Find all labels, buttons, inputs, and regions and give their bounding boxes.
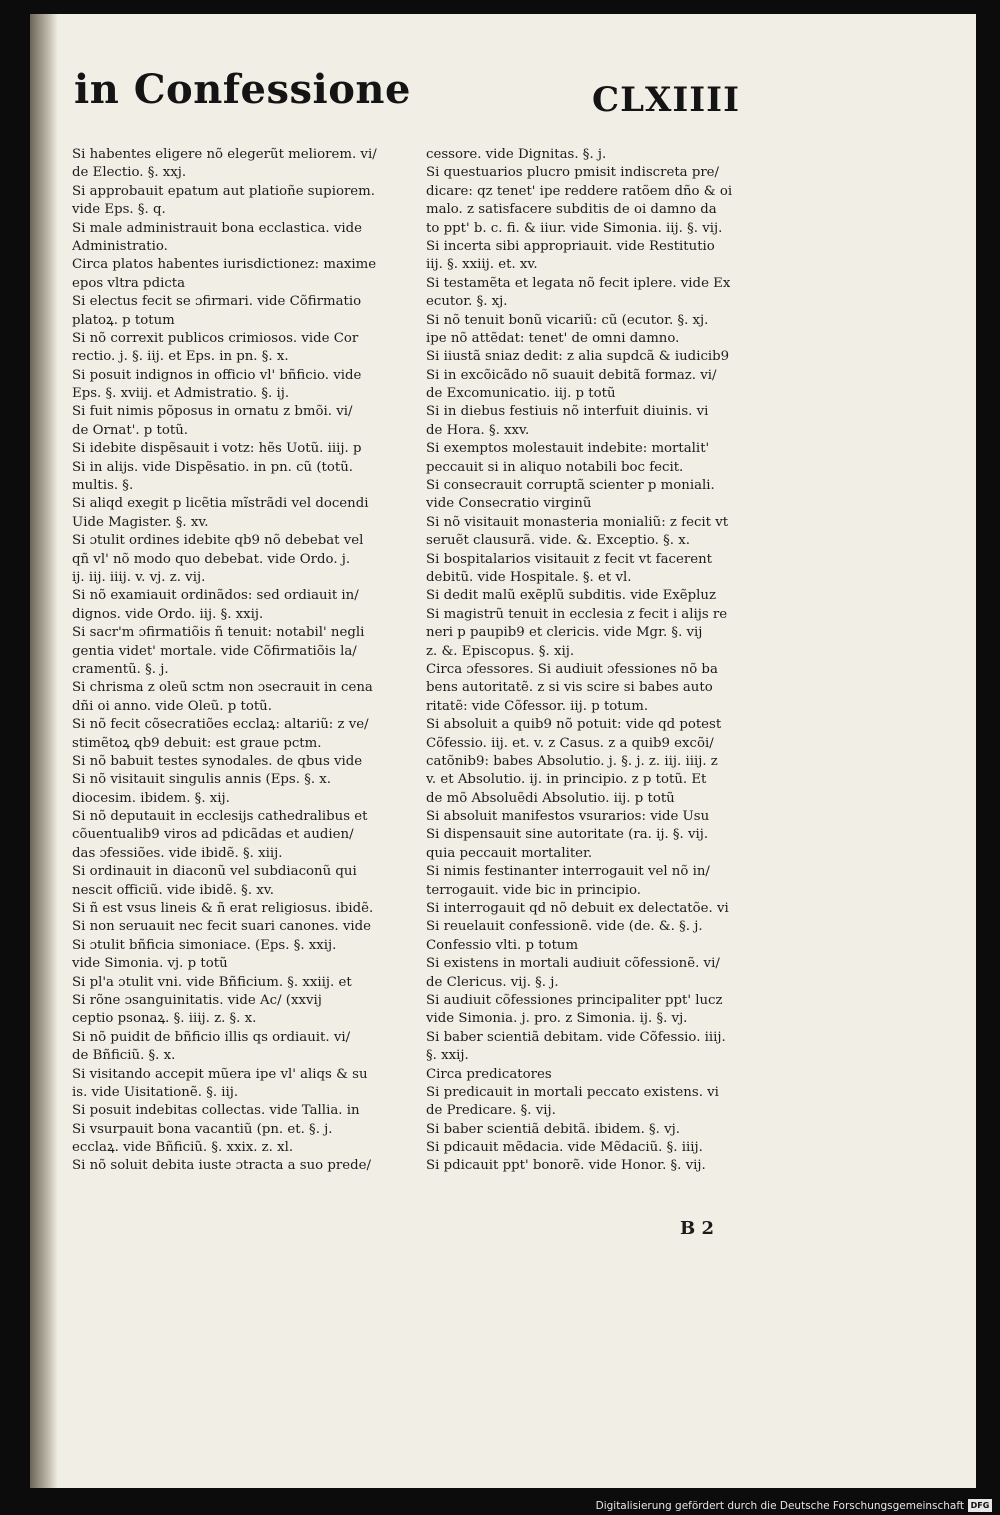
text-line: Si posuit indignos in officio vl' bñficio. vide (72, 367, 362, 383)
text-line: rectio. j. §. iij. et Eps. in pn. §. x. (72, 349, 289, 365)
text-line: das ɔfessiões. vide ibidẽ. §. xiij. (72, 845, 283, 861)
text-line: peccauit si in aliquo notabili boc fecit. (426, 459, 684, 475)
text-line: qñ vl' nõ modo quo debebat. vide Ordo. j. (72, 551, 351, 567)
text-line: Si interrogauit qd nõ debuit ex delectatõe. vi (426, 901, 729, 917)
text-line: Uide Magister. §. xv. (72, 514, 209, 530)
text-line: Circa ɔfessores. Si audiuit ɔfessiones nõ ba (426, 661, 718, 677)
text-line: Si chrisma z oleũ sctm non ɔsecrauit in cena (72, 680, 373, 696)
text-line: Cõfessio. iij. et. v. z Casus. z a quib9 excõi/ (426, 735, 714, 751)
text-line: Confessio vlti. p totum (426, 937, 579, 953)
text-line: cõuentualib9 viros ad pdicãdas et audien/ (72, 827, 354, 843)
text-line: de Ornat'. p totũ. (72, 422, 189, 438)
text-line: Si magistrũ tenuit in ecclesia z fecit i alijs re (426, 606, 728, 622)
text-line: ceptio psonaꝝ. §. iiij. z. §. x. (72, 1011, 257, 1027)
footer-credit: Digitalisierung gefördert durch die Deutsche Forschungsgemeinschaft (595, 1500, 964, 1512)
text-line: Si visitando accepit mũera ipe vl' aliqs & su (72, 1066, 368, 1082)
text-line: dñi oi anno. vide Oleũ. p totũ. (72, 698, 272, 714)
text-line: Administratio. (72, 238, 168, 254)
text-line: Si nõ babuit testes synodales. de qbus vide (72, 753, 363, 769)
text-line: Si male administrauit bona ecclastica. vide (72, 220, 362, 236)
text-line: Eps. §. xviij. et Admistratio. §. ij. (72, 386, 290, 402)
text-line: Si in alijs. vide Dispẽsatio. in pn. cũ (totũ. (72, 459, 354, 475)
text-line: Si baber scientiã debitam. vide Cõfessio. iiij. (426, 1029, 726, 1045)
text-line: Si bospitalarios visitauit z fecit vt facerent (426, 551, 712, 567)
text-line: Si dispensauit sine autoritate (ra. ij. §. vij. (426, 827, 709, 843)
text-line: ecutor. §. xj. (426, 294, 508, 310)
text-line: Si idebite dispẽsauit i votz: hẽs Uotũ. iiij. p (72, 441, 362, 457)
text-line: Si questuarios plucro pmisit indiscreta pre/ (426, 165, 720, 181)
text-line: ecclaꝝ. vide Bñficiũ. §. xxix. z. xl. (72, 1140, 294, 1156)
text-line: Si nõ puidit de bñficio illis qs ordiauit. vi/ (72, 1029, 351, 1045)
text-line: de mõ Absoluẽdi Absolutio. iij. p totũ (426, 790, 675, 806)
text-line: Si pl'a ɔtulit vni. vide Bñficium. §. xxiij. et (72, 974, 352, 990)
text-line: diocesim. ibidem. §. xij. (72, 790, 230, 806)
text-line: z. &. Episcopus. §. xij. (426, 643, 575, 659)
text-line: vide Consecratio virginũ (426, 496, 592, 512)
text-line: Si nõ fecit cõsecratiões ecclaꝝ: altariũ: z ve/ (72, 717, 369, 733)
page-gutter-shadow (30, 14, 58, 1488)
text-line: Si incerta sibi appropriauit. vide Restitutio (426, 238, 715, 254)
text-line: multis. §. (72, 478, 134, 494)
text-line: Si reuelauit confessionẽ. vide (de. &. §. j. (426, 919, 703, 935)
text-line: seruẽt clausurã. vide. &. Exceptio. §. x. (426, 533, 690, 549)
text-line: Si iiustã sniaz dedit: z alia supdcã & iudicib9 (426, 349, 730, 365)
text-line: is. vide Uisitationẽ. §. iij. (72, 1084, 239, 1100)
folio-number: CLXIIII (592, 80, 740, 120)
text-line: Si nõ correxit publicos crimiosos. vide Cor (72, 330, 359, 346)
text-line: Si nimis festinanter interrogauit vel nõ in/ (426, 864, 710, 880)
text-line: Si vsurpauit bona vacantiũ (pn. et. §. j. (72, 1121, 333, 1137)
text-line: nescit officiũ. vide ibidẽ. §. xv. (72, 882, 274, 898)
text-line: Si fuit nimis põposus in ornatu z bmõi. vi/ (72, 404, 353, 420)
text-line: bens autoritatẽ. z si vis scire si babes auto (426, 680, 713, 696)
text-line: catõnib9: babes Absolutio. j. §. j. z. iij. iiij. z (426, 753, 718, 769)
running-title: in Confessione (74, 66, 411, 113)
text-line: Si in diebus festiuis nõ interfuit diuinis. vi (426, 404, 709, 420)
text-line: Si absoluit manifestos vsurarios: vide Usu (426, 809, 710, 825)
text-line: Si nõ examiauit ordinãdos: sed ordiauit in/ (72, 588, 359, 604)
text-line: platoꝝ. p totum (72, 312, 175, 328)
text-line: Si pdicauit mẽdacia. vide Mẽdaciũ. §. iiij. (426, 1140, 703, 1156)
text-line: neri p paupib9 et clericis. vide Mgr. §. vij (426, 625, 703, 641)
text-line: Si exemptos molestauit indebite: mortalit' (426, 441, 710, 457)
text-line: dicare: qz tenet' ipe reddere ratõem dño & oi (426, 183, 733, 199)
text-line: §. xxij. (426, 1048, 469, 1064)
text-line: iij. §. xxiij. et. xv. (426, 257, 538, 273)
text-line: stimẽtoꝝ qb9 debuit: est graue pctm. (72, 735, 322, 751)
text-line: de Electio. §. xxj. (72, 165, 187, 181)
text-line: vide Simonia. vj. p totũ (72, 956, 228, 972)
text-line: Si in excõicãdo nõ suauit debitã formaz. vi/ (426, 367, 717, 383)
text-line: de Bñficiũ. §. x. (72, 1048, 176, 1064)
text-line: Si ɔtulit bñficia simoniace. (Eps. §. xxij. (72, 937, 337, 953)
text-line: Si dedit malũ exẽplũ subditis. vide Exẽpluz (426, 588, 716, 604)
text-line: Si audiuit cõfessiones principaliter ppt' lucz (426, 992, 723, 1008)
text-line: Si ordinauit in diaconũ vel subdiaconũ qui (72, 864, 357, 880)
text-line: Si existens in mortali audiuit cõfessionẽ. vi/ (426, 956, 720, 972)
text-line: Si testamẽta et legata nõ fecit iplere. vide Ex (426, 275, 731, 291)
text-line: vide Simonia. j. pro. z Simonia. ij. §. vj. (426, 1011, 688, 1027)
text-line: v. et Absolutio. ij. in principio. z p totũ. Et (426, 772, 707, 788)
text-line: Si baber scientiã debitã. ibidem. §. vj. (426, 1121, 680, 1137)
text-line: Si ɔtulit ordines idebite qb9 nõ debebat vel (72, 533, 364, 549)
text-line: cramentũ. §. j. (72, 661, 169, 677)
book-page (30, 14, 976, 1488)
text-line: Si nõ tenuit bonũ vicariũ: cũ (ecutor. §. xj. (426, 312, 709, 328)
text-line: Si aliqd exegit p licẽtia mĩstrãdi vel docendi (72, 496, 369, 512)
text-line: Si nõ visitauit monasteria monialiũ: z fecit vt (426, 514, 729, 530)
text-line: vide Eps. §. q. (72, 202, 166, 218)
text-line: epos vltra pdicta (72, 275, 186, 291)
text-line: debitũ. vide Hospitale. §. et vl. (426, 569, 632, 585)
text-line: Si ñ est vsus lineis & ñ erat religiosus. ibidẽ. (72, 901, 374, 917)
text-line: Si non seruauit nec fecit suari canones. vide (72, 919, 371, 935)
text-line: de Predicare. §. vij. (426, 1103, 556, 1119)
text-line: cessore. vide Dignitas. §. j. (426, 147, 607, 162)
text-line: Si pdicauit ppt' bonorẽ. vide Honor. §. vij. (426, 1158, 706, 1174)
text-line: Si rõne ɔsanguinitatis. vide Ac/ (xxvij (72, 992, 322, 1008)
text-line: Si electus fecit se ɔfirmari. vide Cõfirmatio (72, 294, 362, 310)
text-line: Circa platos habentes iurisdictionez: maxime (72, 257, 377, 273)
text-line: Si habentes eligere nõ elegerũt meliorem. vi/ (72, 147, 377, 162)
text-line: dignos. vide Ordo. iij. §. xxij. (72, 606, 264, 622)
text-line: Si posuit indebitas collectas. vide Tallia. in (72, 1103, 360, 1119)
text-line: Si nõ soluit debita iuste ɔtracta a suo prede/ (72, 1158, 371, 1174)
text-line: quia peccauit mortaliter. (426, 845, 593, 861)
left-text-column (72, 146, 400, 1176)
text-line: to ppt' b. c. fi. & iiur. vide Simonia. iij. §. vij. (426, 220, 723, 236)
text-line: ritatẽ: vide Cõfessor. iij. p totum. (426, 698, 649, 714)
text-line: malo. z satisfacere subditis de oi damno da (426, 202, 717, 218)
text-line: ipe nõ attẽdat: tenet' de omni damno. (426, 330, 680, 346)
text-line: Si predicauit in mortali peccato existens. vi (426, 1084, 719, 1100)
right-text-column (426, 146, 756, 1176)
text-line: Si nõ deputauit in ecclesijs cathedralibus et (72, 809, 368, 825)
text-line: terrogauit. vide bic in principio. (426, 882, 641, 898)
text-line: ij. iij. iiij. v. vj. z. vij. (72, 569, 206, 585)
text-line: de Excomunicatio. iij. p totũ (426, 386, 616, 402)
text-line: Si absoluit a quib9 nõ potuit: vide qd potest (426, 717, 722, 733)
signature-mark: B 2 (680, 1218, 715, 1239)
text-line: gentia videt' mortale. vide Cõfirmatiõis la/ (72, 643, 357, 659)
text-line: de Hora. §. xxv. (426, 422, 530, 438)
text-line: Si consecrauit corruptã scienter p moniali. (426, 478, 715, 494)
text-line: Si nõ visitauit singulis annis (Eps. §. x. (72, 772, 332, 788)
text-line: Si approbauit epatum aut platioñe supiorem. (72, 183, 376, 199)
text-line: de Clericus. vij. §. j. (426, 974, 559, 990)
dfg-logo: DFG (968, 1499, 992, 1512)
text-line: Si sacr'm ɔfirmatiõis ñ tenuit: notabil' negli (72, 625, 365, 641)
text-line: Circa predicatores (426, 1066, 552, 1082)
